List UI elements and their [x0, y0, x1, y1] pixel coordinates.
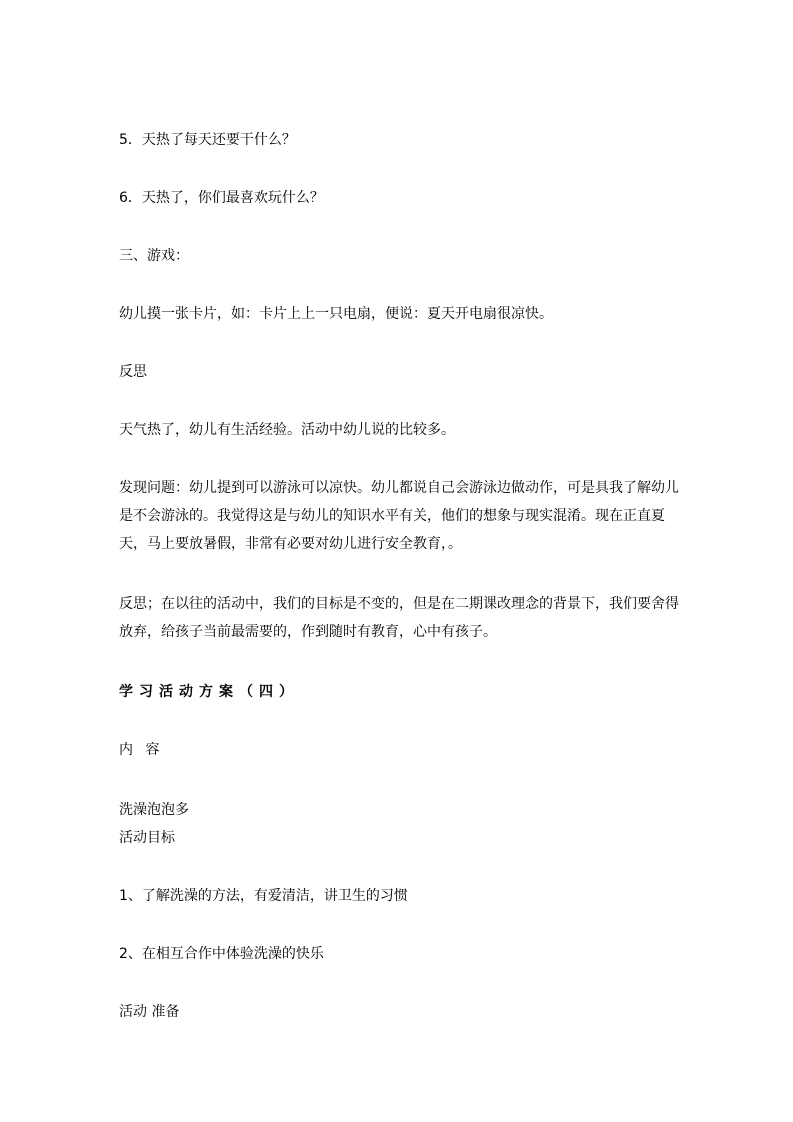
reflection-paragraph-1: 天气热了，幼儿有生活经验。活动中幼儿说的比较多。 — [119, 422, 455, 438]
reflection-paragraph-2: 反思；在以往的活动中，我们的目标是不变的，但是在二期课改理念的背景下，我们要舍得放弃，给孩子当前最需要的，作到随时有教育，心中有孩子。 — [119, 596, 679, 640]
section-heading-game: 三、游戏： — [119, 248, 189, 264]
preparation-heading: 活动 准备 — [119, 1004, 180, 1020]
activity-name: 洗澡泡泡多 — [119, 802, 189, 818]
question-5: 5．天热了每天还要干什么？ — [119, 132, 296, 148]
goals-heading: 活动目标 — [119, 830, 175, 846]
content-heading: 内 容 — [119, 742, 164, 758]
goal-2: 2、在相互合作中体验洗澡的快乐 — [119, 946, 324, 962]
plan-title: 学习活动方案（四） — [119, 684, 299, 700]
reflection-paragraph-problem: 发现问题：幼儿提到可以游泳可以凉快。幼儿都说自己会游泳边做动作，可是具我了解幼儿是不会游泳的。我觉得这是与幼儿的知识水平有关，他们的想象与现实混淆。现在正直夏天，马上要放暑假，非常有必要对幼儿进行安全教育，。 — [119, 480, 679, 552]
game-description: 幼儿摸一张卡片，如：卡片上上一只电扇，便说：夏天开电扇很凉快。 — [119, 306, 553, 322]
question-6: 6．天热了，你们最喜欢玩什么？ — [119, 190, 324, 206]
goal-1: 1、了解洗澡的方法，有爱清洁，讲卫生的习惯 — [119, 888, 408, 904]
reflection-heading: 反思 — [119, 364, 147, 380]
